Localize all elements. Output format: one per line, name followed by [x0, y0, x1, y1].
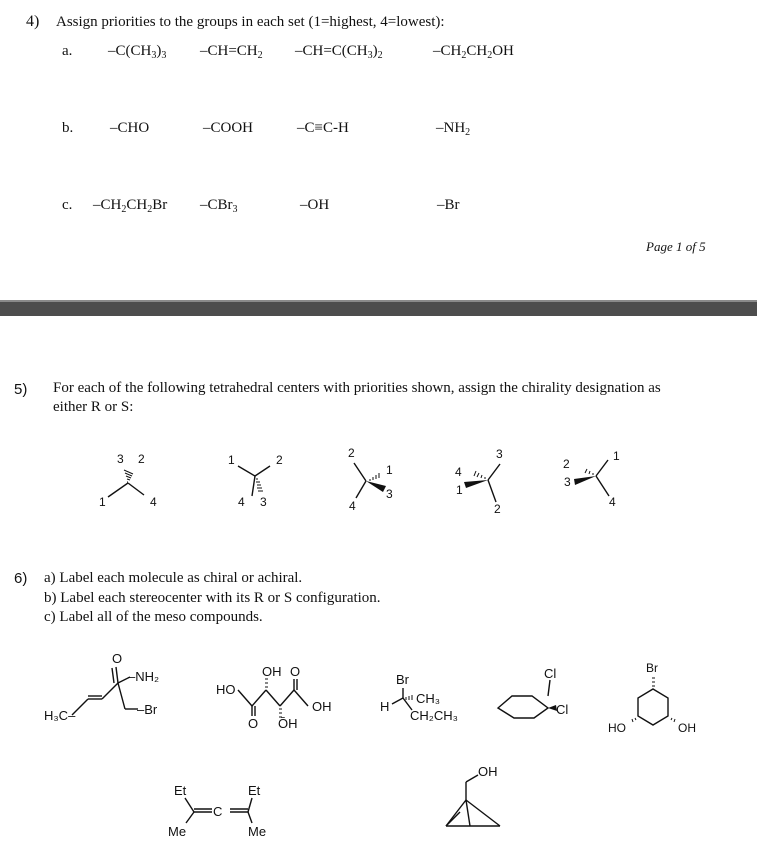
q6-molecule-5	[638, 689, 668, 725]
mol6-ethyl-left: Et	[174, 783, 187, 798]
q4-c-group-3: –OH	[300, 197, 330, 213]
q5-c4-label-3: 3	[496, 447, 503, 461]
q5-tetrahedral-centers	[0, 432, 757, 516]
mol1-bromo: –Br	[137, 702, 158, 717]
q5-prompt-line-2: either R or S:	[53, 399, 134, 415]
q4-number: 4)	[26, 13, 40, 30]
q5-c3-label-3: 3	[386, 487, 393, 501]
q4-c-group-2: –CBr$_3$	[200, 197, 238, 215]
mol2-oh-top: OH	[262, 664, 282, 679]
q5-center-3	[348, 446, 393, 513]
q5-c5-label-4: 4	[609, 495, 616, 509]
mol5-ho: HO	[608, 721, 626, 735]
mol5-oh: OH	[678, 721, 696, 735]
mol3-methyl: CH₃	[416, 691, 441, 706]
q4-set-a-label: a.	[62, 43, 73, 59]
mol3-hydrogen: H	[380, 699, 390, 714]
mol4-chloro-top: Cl	[544, 666, 557, 681]
q5-c4-label-1: 1	[456, 483, 463, 497]
mol1-methyl: H₃C–	[44, 708, 76, 723]
q6-molecules	[0, 636, 757, 857]
q5-c3-label-1: 1	[386, 463, 393, 477]
q5-c4-label-4: 4	[455, 465, 462, 479]
q5-c4-label-2: 2	[494, 502, 501, 516]
q6-molecule-4	[498, 680, 550, 718]
mol6-ethyl-right: Et	[248, 783, 261, 798]
page-footer: Page 1 of 5	[646, 239, 706, 254]
q4-b-group-4: $-NH_2$	[436, 120, 471, 138]
q4-a-group-2: $-CH=CH_2$	[200, 43, 263, 61]
page-2	[0, 316, 757, 857]
q4-c-group-4: –Br	[437, 197, 460, 213]
q5-c1-label-3: 3	[117, 452, 124, 466]
q5-c5-label-3: 3	[564, 475, 571, 489]
q5-c1-label-1: 1	[99, 495, 106, 509]
q4-prompt: Assign priorities to the groups in each set (1=highest, 4=lowest):	[56, 14, 445, 30]
mol3-bromo: Br	[396, 672, 409, 687]
q5-c5-label-2: 2	[563, 457, 570, 471]
q5-c3-label-4: 4	[349, 499, 356, 513]
q5-c1-label-2: 2	[138, 452, 145, 466]
q5-center-5	[563, 449, 620, 509]
q5-c3-label-2: 2	[348, 446, 355, 460]
mol6-methyl-right: Me	[248, 824, 267, 839]
q5-prompt-line-1: For each of the following tetrahedral centers with priorities shown, assign the chirality designation as	[53, 380, 661, 396]
q5-c2-label-4: 4	[238, 495, 245, 509]
mol2-oh-bottom: ŌH	[278, 716, 298, 731]
mol2-o-bottom: O	[248, 716, 259, 731]
q5-c2-label-3: 3	[260, 495, 267, 509]
q4-b-group-1: –CHO	[110, 120, 150, 136]
q5-center-1	[99, 452, 157, 509]
mol1-oxygen: O	[112, 651, 123, 666]
q4-c-group-1: $-CH_2CH_2Br$	[93, 197, 168, 215]
q6-molecule-2	[238, 679, 308, 716]
q6-line-b: b) Label each stereocenter with its R or S configuration.	[44, 590, 381, 606]
mol1-amine: –NH₂	[128, 669, 160, 684]
q5-c2-label-2: 2	[276, 453, 283, 467]
mol6-central-carbon: C	[213, 804, 223, 819]
q5-c5-label-1: 1	[613, 449, 620, 463]
q5-number: 5)	[14, 381, 28, 398]
q6-line-c: c) Label all of the meso compounds.	[44, 609, 263, 625]
q6-line-a: a) Label each molecule as chiral or achiral.	[44, 570, 303, 586]
page-1	[0, 0, 757, 300]
q4-a-group-3: $-CH=C(CH_3)_2$	[295, 43, 383, 61]
mol5-bromo: Br	[646, 661, 658, 675]
q4-a-group-1: $-C(CH_3)_3$	[108, 43, 167, 61]
q4-b-group-3: –C≡C-H	[297, 120, 349, 136]
q4-a-group-4: $-CH_2CH_2OH$	[433, 43, 514, 61]
mol7-hydroxyl: OH	[478, 764, 498, 779]
q5-center-2	[228, 453, 283, 509]
q4-set-c-label: c.	[62, 197, 73, 213]
q5-c1-label-4: 4	[150, 495, 157, 509]
q6-number: 6)	[14, 570, 28, 587]
q4-set-b-label: b.	[62, 120, 74, 136]
q4-b-group-2: –COOH	[203, 120, 254, 136]
mol6-methyl-left: Me	[168, 824, 187, 839]
mol4-chloro-right: Cl	[556, 702, 569, 717]
q6-molecule-7	[446, 775, 500, 826]
q5-center-4	[455, 447, 503, 516]
q5-c2-label-1: 1	[228, 453, 235, 467]
mol2-ho: HO	[216, 682, 236, 697]
mol2-o-top: O	[290, 664, 301, 679]
mol3-ethyl: CH₂CH₃	[410, 708, 458, 723]
mol2-oh-right: OH	[312, 699, 332, 714]
page-separator	[0, 300, 757, 316]
